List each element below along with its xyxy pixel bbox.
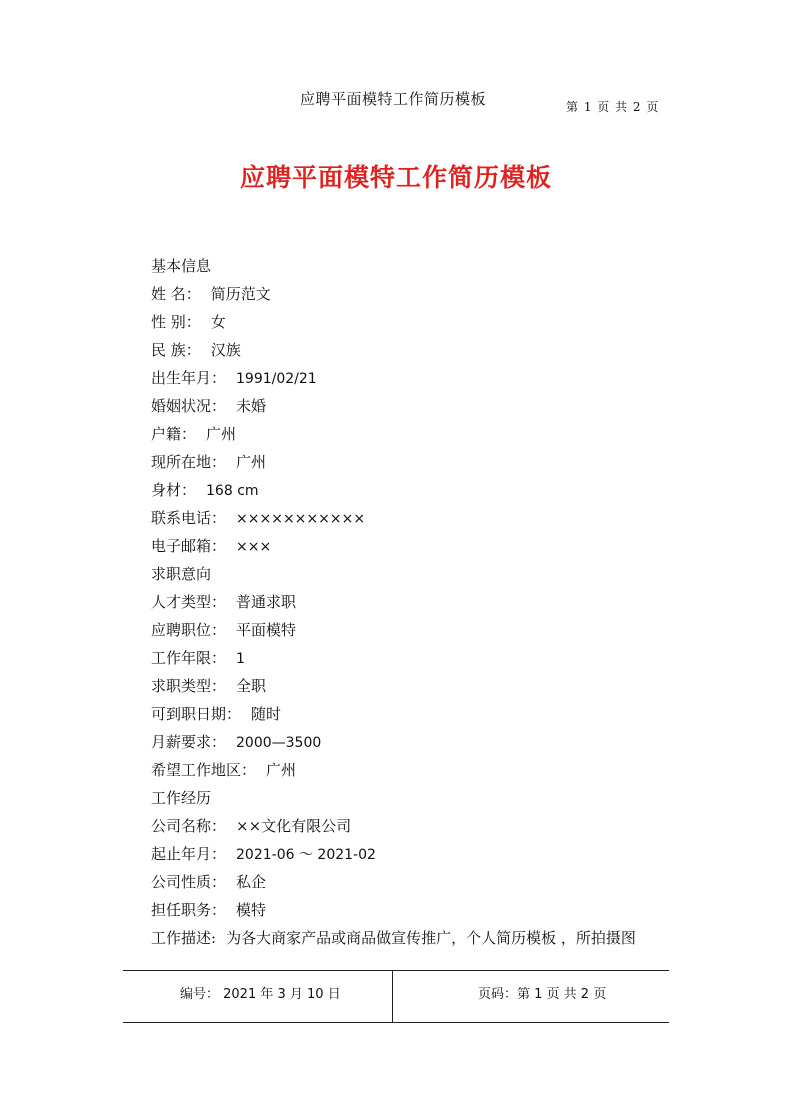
line-value: 广州 [236, 453, 267, 471]
field-desired-region [151, 756, 691, 784]
field-ethnicity [151, 336, 691, 364]
footer-rule-top [123, 970, 669, 971]
line-label: 人才类型： [151, 593, 227, 611]
field-marital-status [151, 392, 691, 420]
line-label: 联系电话： [151, 509, 227, 527]
field-job-description [151, 924, 691, 952]
line-value: 2000—3500 [236, 735, 322, 751]
footer-page-number: 页码：第 1 页 共 2 页 [478, 987, 607, 1002]
line-value: 模特 [236, 901, 267, 919]
line-value: 广州 [266, 761, 297, 779]
line-label: 工作年限： [151, 649, 227, 667]
line-label: 可到职日期： [151, 705, 242, 723]
line-label: 希望工作地区： [151, 761, 257, 779]
footer-divider [392, 970, 393, 1022]
line-value: 私企 [236, 873, 267, 891]
field-current-location [151, 448, 691, 476]
line-label: 民 族： [151, 341, 201, 359]
line-label: 电子邮箱： [151, 537, 227, 555]
field-name [151, 280, 691, 308]
field-height [151, 476, 691, 504]
line-value: 女 [210, 313, 226, 331]
field-company-type [151, 868, 691, 896]
field-salary [151, 728, 691, 756]
line-value: 平面模特 [236, 621, 297, 639]
field-gender [151, 308, 691, 336]
field-email [151, 532, 691, 560]
line-value: 1 [236, 651, 245, 667]
section-heading-basic-info [151, 252, 691, 280]
line-label: 身材： [151, 481, 197, 499]
line-value: 未婚 [236, 397, 267, 415]
line-value: 随时 [251, 705, 282, 723]
line-label: 户籍： [151, 425, 197, 443]
resume-content [151, 252, 691, 952]
line-label: 现所在地： [151, 453, 227, 471]
field-birth-date [151, 364, 691, 392]
footer-rule-bottom [123, 1022, 669, 1023]
field-phone [151, 504, 691, 532]
line-label: 求职意向 [151, 565, 212, 583]
line-value: ××文化有限公司 [236, 817, 352, 835]
header-title: 应聘平面模特工作简历模板 [300, 90, 487, 108]
page-title: 应聘平面模特工作简历模板 [239, 163, 552, 192]
line-value: 168 cm [206, 483, 259, 499]
field-job-title [151, 896, 691, 924]
header-page-info: 第 1 页 共 2 页 [566, 100, 660, 114]
line-label: 性 别： [151, 313, 201, 331]
field-hukou [151, 420, 691, 448]
field-company-name [151, 812, 691, 840]
field-position [151, 616, 691, 644]
line-label: 担任职务： [151, 901, 227, 919]
line-label: 婚姻状况： [151, 397, 227, 415]
field-job-type [151, 672, 691, 700]
line-value: 全职 [236, 677, 267, 695]
line-value: 广州 [206, 425, 237, 443]
line-value: 为各大商家产品或商品做宣传推广，个人简历模板 ，所拍摄图 [226, 929, 636, 947]
line-label: 求职类型： [151, 677, 227, 695]
line-value: ××××××××××× [236, 511, 366, 527]
line-value: ××× [236, 539, 272, 555]
field-start-date [151, 700, 691, 728]
line-label: 起止年月： [151, 845, 227, 863]
line-label: 工作描述: [151, 929, 217, 947]
line-value: 简历范文 [210, 285, 271, 303]
section-heading-work-history [151, 784, 691, 812]
line-label: 公司名称： [151, 817, 227, 835]
section-heading-job-intent [151, 560, 691, 588]
line-value: 1991/02/21 [236, 371, 317, 387]
field-talent-type [151, 588, 691, 616]
field-years-experience [151, 644, 691, 672]
line-value: 普通求职 [236, 593, 297, 611]
line-value: 2021-06 ～ 2021-02 [236, 847, 376, 863]
line-label: 工作经历 [151, 789, 212, 807]
line-label: 姓 名： [151, 285, 201, 303]
line-value: 汉族 [210, 341, 241, 359]
line-label: 出生年月： [151, 369, 227, 387]
field-period [151, 840, 691, 868]
line-label: 基本信息 [151, 257, 212, 275]
line-label: 公司性质： [151, 873, 227, 891]
line-label: 应聘职位： [151, 621, 227, 639]
line-label: 月薪要求： [151, 733, 227, 751]
footer-date: 编号： 2021 年 3 月 10 日 [180, 987, 341, 1002]
